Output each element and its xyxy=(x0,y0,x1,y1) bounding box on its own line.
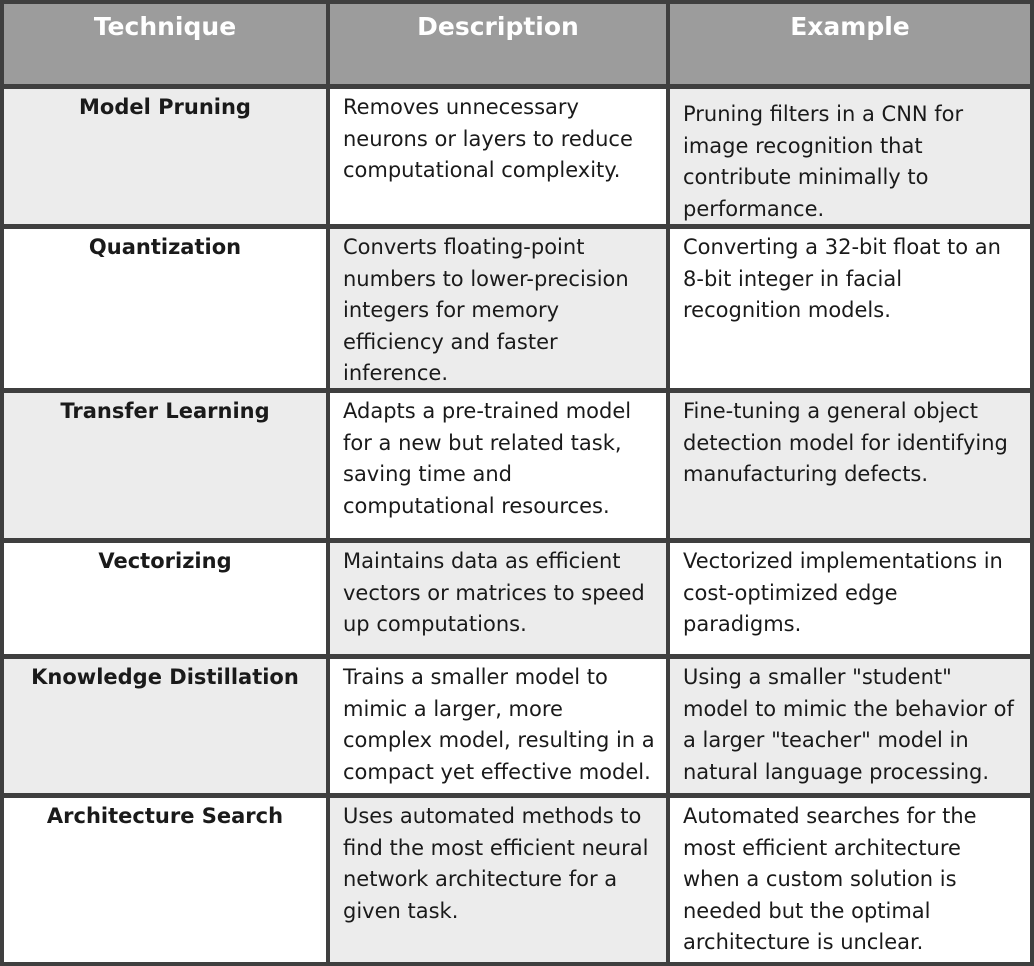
table-row-example: Fine-tuning a general object detection model for identifying manufacturing defects. xyxy=(670,393,1030,538)
table-row-description: Removes unnecessary neurons or layers to reduce computational complexity. xyxy=(330,89,666,224)
header-example: Example xyxy=(670,4,1030,84)
table-row-example: Converting a 32-bit float to an 8-bit integer in facial recognition models. xyxy=(670,229,1030,388)
table-row-description: Converts floating-point numbers to lower-precision integers for memory efficiency and faster inference. xyxy=(330,229,666,388)
table-row-description: Uses automated methods to find the most efficient neural network architecture for a given task. xyxy=(330,798,666,962)
table-row-example: Using a smaller "student" model to mimic the behavior of a larger "teacher" model in natural language processing. xyxy=(670,659,1030,793)
table-row-description: Maintains data as efficient vectors or matrices to speed up computations. xyxy=(330,543,666,654)
table-row-technique: Quantization xyxy=(4,229,326,388)
table-row-example: Vectorized implementations in cost-optimized edge paradigms. xyxy=(670,543,1030,654)
table-row-description: Trains a smaller model to mimic a larger, more complex model, resulting in a compact yet effective model. xyxy=(330,659,666,793)
table-row-technique: Architecture Search xyxy=(4,798,326,962)
table-row-technique: Model Pruning xyxy=(4,89,326,224)
header-description: Description xyxy=(330,4,666,84)
table-row-technique: Knowledge Distillation xyxy=(4,659,326,793)
table-row-technique: Vectorizing xyxy=(4,543,326,654)
table-row-example: Pruning filters in a CNN for image recognition that contribute minimally to performance. xyxy=(670,89,1030,224)
table-row-example: Automated searches for the most efficient architecture when a custom solution is needed but the optimal architecture is unclear. xyxy=(670,798,1030,962)
header-technique: Technique xyxy=(4,4,326,84)
table-row-description: Adapts a pre-trained model for a new but related task, saving time and computational resources. xyxy=(330,393,666,538)
table-row-technique: Transfer Learning xyxy=(4,393,326,538)
